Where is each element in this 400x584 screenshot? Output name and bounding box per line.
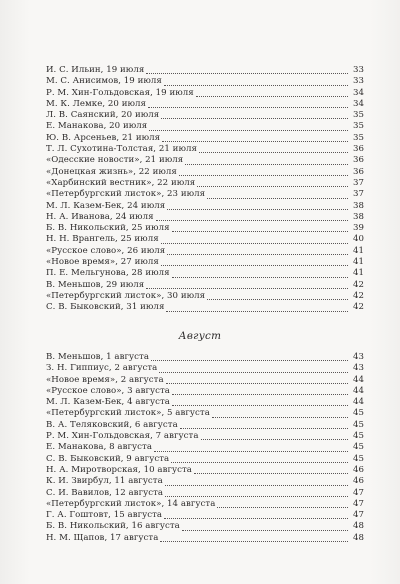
toc-entry-title: «Петербургский листок», 5 августа (46, 408, 210, 419)
toc-entry (46, 442, 364, 453)
dot-leader (185, 163, 348, 165)
toc-entry-title: Н. Н. Врангель, 25 июля (46, 234, 159, 245)
dot-leader (160, 540, 348, 542)
dot-leader (207, 298, 348, 300)
toc-entry-title: М. Л. Казем-Бек, 4 августа (46, 397, 170, 408)
toc-entry-page: 43 (352, 352, 364, 362)
dot-leader (172, 404, 348, 406)
dot-leader (161, 242, 348, 244)
toc-entry (46, 268, 364, 279)
toc-entry-title: М. С. Анисимов, 19 июля (46, 76, 162, 87)
toc-entry-title: Е. Манакова, 8 августа (46, 442, 152, 453)
toc-entry (46, 454, 364, 465)
toc-entry-title: З. Н. Гиппиус, 2 августа (46, 363, 158, 374)
toc-entry (46, 386, 364, 397)
toc-entry (46, 476, 364, 487)
dot-leader (166, 310, 348, 312)
dot-leader (217, 506, 348, 508)
toc-entry (46, 257, 364, 268)
dot-leader (146, 72, 348, 74)
toc-entry (46, 167, 364, 178)
toc-entry-page: 46 (352, 476, 364, 487)
toc-entry (46, 375, 364, 386)
toc-entry (46, 133, 364, 144)
toc-entry (46, 189, 364, 200)
dot-leader (164, 517, 348, 519)
toc-entry-page: 36 (352, 144, 364, 155)
toc-entry-page: 47 (352, 510, 364, 521)
toc-entry-title: Т. Л. Сухотина-Толстая, 21 июля (46, 144, 197, 155)
toc-entry (46, 246, 364, 257)
toc-entry-title: Н. М. Щапов, 17 августа (46, 532, 159, 543)
dot-leader (159, 371, 348, 373)
toc-entry-page: 33 (352, 76, 364, 87)
toc-entry (46, 291, 364, 302)
toc-entry-title: «Новое время», 27 июля (46, 257, 159, 268)
toc-entry (46, 420, 364, 431)
dot-leader (146, 287, 348, 289)
toc-entry-page: 42 (352, 290, 364, 301)
toc-entry-title: Е. Манакова, 20 июля (46, 121, 148, 132)
toc-entry-title: М. К. Лемке, 20 июля (46, 98, 146, 109)
toc-entry-title: С. И. Вавилов, 12 августа (46, 487, 164, 498)
toc-list-july (46, 65, 364, 314)
toc-entry-page: 33 (352, 65, 364, 75)
toc-entry (46, 521, 364, 532)
toc-entry-page: 45 (352, 453, 364, 464)
dot-leader (194, 472, 348, 474)
toc-entry-page: 44 (352, 397, 364, 408)
toc-entry-title: Л. В. Саянский, 20 июля (46, 110, 160, 121)
dot-leader (162, 140, 348, 142)
toc-entry-title: «Новое время», 2 августа (46, 374, 164, 385)
toc-entry (46, 212, 364, 223)
toc-entry-title: «Харбинский вестник», 22 июля (46, 177, 196, 188)
dot-leader (167, 208, 348, 210)
toc-entry-title: «Петербургский листок», 23 июля (46, 189, 206, 200)
dot-leader (179, 174, 348, 176)
dot-leader (148, 106, 348, 108)
toc-entry-page: 41 (352, 257, 364, 268)
toc-list-august (46, 352, 364, 544)
toc-entry-title: Г. А. Гоштовт, 15 августа (46, 510, 163, 521)
dot-leader (212, 416, 348, 418)
toc-entry-page: 45 (352, 442, 364, 453)
toc-entry (46, 121, 364, 132)
toc-entry (46, 76, 364, 87)
toc-entry-page: 42 (352, 302, 364, 313)
toc-entry-page: 35 (352, 121, 364, 132)
toc-entry (46, 431, 364, 442)
toc-entry-page: 42 (352, 279, 364, 290)
dot-leader (201, 438, 349, 440)
toc-entry (46, 465, 364, 476)
toc-entry-page: 35 (352, 132, 364, 143)
toc-entry-title: Р. М. Хин-Гольдовская, 7 августа (46, 431, 199, 442)
toc-entry (46, 280, 364, 291)
toc-entry-page: 44 (352, 374, 364, 385)
toc-entry-title: В. Меньшов, 1 августа (46, 352, 149, 362)
toc-entry-title: В. Меньшов, 29 июля (46, 279, 145, 290)
toc-entry-page: 43 (352, 363, 364, 374)
dot-leader (167, 253, 348, 255)
toc-entry-page: 38 (352, 200, 364, 211)
dot-leader (182, 529, 348, 531)
toc-entry-page: 48 (352, 521, 364, 532)
toc-entry (46, 144, 364, 155)
dot-leader (165, 495, 348, 497)
toc-entry (46, 178, 364, 189)
dot-leader (172, 230, 348, 232)
toc-entry-page: 47 (352, 498, 364, 509)
dot-leader (161, 264, 348, 266)
dot-leader (156, 219, 348, 221)
toc-entry-title: Н. А. Иванова, 24 июля (46, 211, 154, 222)
toc-entry-page: 38 (352, 211, 364, 222)
toc-entry (46, 110, 364, 121)
dot-leader (165, 484, 348, 486)
dot-leader (151, 359, 348, 361)
toc-entry (46, 499, 364, 510)
toc-entry (46, 201, 364, 212)
toc-entry-page: 45 (352, 419, 364, 430)
dot-leader (180, 427, 348, 429)
toc-entry-title: «Петербургский листок», 14 августа (46, 498, 216, 509)
toc-entry (46, 533, 364, 544)
toc-entry-title: В. А. Теляковский, 6 августа (46, 419, 178, 430)
dot-leader (164, 84, 348, 86)
toc-entry-page: 41 (352, 245, 364, 256)
toc-entry-title: С. В. Быковский, 9 августа (46, 453, 170, 464)
toc-entry-title: Б. В. Никольский, 16 августа (46, 521, 180, 532)
toc-entry-title: Ю. В. Арсеньев, 21 июля (46, 132, 161, 143)
toc-entry-page: 47 (352, 487, 364, 498)
toc-entry-page: 36 (352, 166, 364, 177)
toc-entry-title: И. С. Ильин, 19 июля (46, 65, 145, 75)
section-heading: Август (178, 330, 222, 342)
toc-entry-page: 45 (352, 408, 364, 419)
toc-entry-title: Б. В. Никольский, 25 июля (46, 223, 170, 234)
toc-entry-page: 45 (352, 431, 364, 442)
dot-leader (172, 393, 348, 395)
toc-entry-page: 44 (352, 385, 364, 396)
toc-entry (46, 65, 364, 76)
toc-entry-title: П. Е. Мельгунова, 28 июля (46, 268, 170, 279)
toc-entry-title: К. И. Звирбул, 11 августа (46, 476, 163, 487)
dot-leader (197, 185, 348, 187)
toc-entry (46, 234, 364, 245)
toc-entry-page: 37 (352, 189, 364, 200)
toc-entry-title: М. Л. Казем-Бек, 24 июля (46, 200, 166, 211)
dot-leader (207, 197, 348, 199)
toc-entry (46, 397, 364, 408)
toc-entry (46, 352, 364, 363)
toc-entry (46, 88, 364, 99)
toc-entry (46, 302, 364, 313)
toc-entry (46, 155, 364, 166)
dot-leader (196, 95, 348, 97)
toc-entry-title: «Донецкая жизнь», 22 июля (46, 166, 177, 177)
toc-entry-title: «Русское слово», 26 июля (46, 245, 166, 256)
toc-entry-title: «Одесские новости», 21 июля (46, 155, 184, 166)
dot-leader (166, 382, 348, 384)
toc-entry (46, 510, 364, 521)
toc-entry (46, 223, 364, 234)
dot-leader (171, 461, 348, 463)
dot-leader (161, 117, 348, 119)
toc-entry-page: 39 (352, 223, 364, 234)
dot-leader (172, 276, 348, 278)
toc-entry-page: 40 (352, 234, 364, 245)
toc-entry-page: 34 (352, 87, 364, 98)
dot-leader (154, 450, 348, 452)
toc-entry-page: 46 (352, 464, 364, 475)
toc-entry-title: Р. М. Хин-Гольдовская, 19 июля (46, 87, 194, 98)
toc-entry (46, 99, 364, 110)
dot-leader (199, 151, 348, 153)
toc-entry-page: 37 (352, 177, 364, 188)
toc-entry-title: «Русское слово», 3 августа (46, 385, 170, 396)
toc-entry-page: 41 (352, 268, 364, 279)
dot-leader (149, 129, 348, 131)
toc-entry-page: 36 (352, 155, 364, 166)
toc-entry-title: Н. А. Миротворская, 10 августа (46, 464, 192, 475)
toc-entry (46, 408, 364, 419)
toc-entry-page: 48 (352, 532, 364, 543)
toc-entry-page: 35 (352, 110, 364, 121)
toc-entry (46, 488, 364, 499)
toc-entry (46, 363, 364, 374)
toc-entry-title: С. В. Быковский, 31 июля (46, 302, 165, 313)
toc-entry-page: 34 (352, 98, 364, 109)
toc-entry-title: «Петербургский листок», 30 июля (46, 290, 206, 301)
